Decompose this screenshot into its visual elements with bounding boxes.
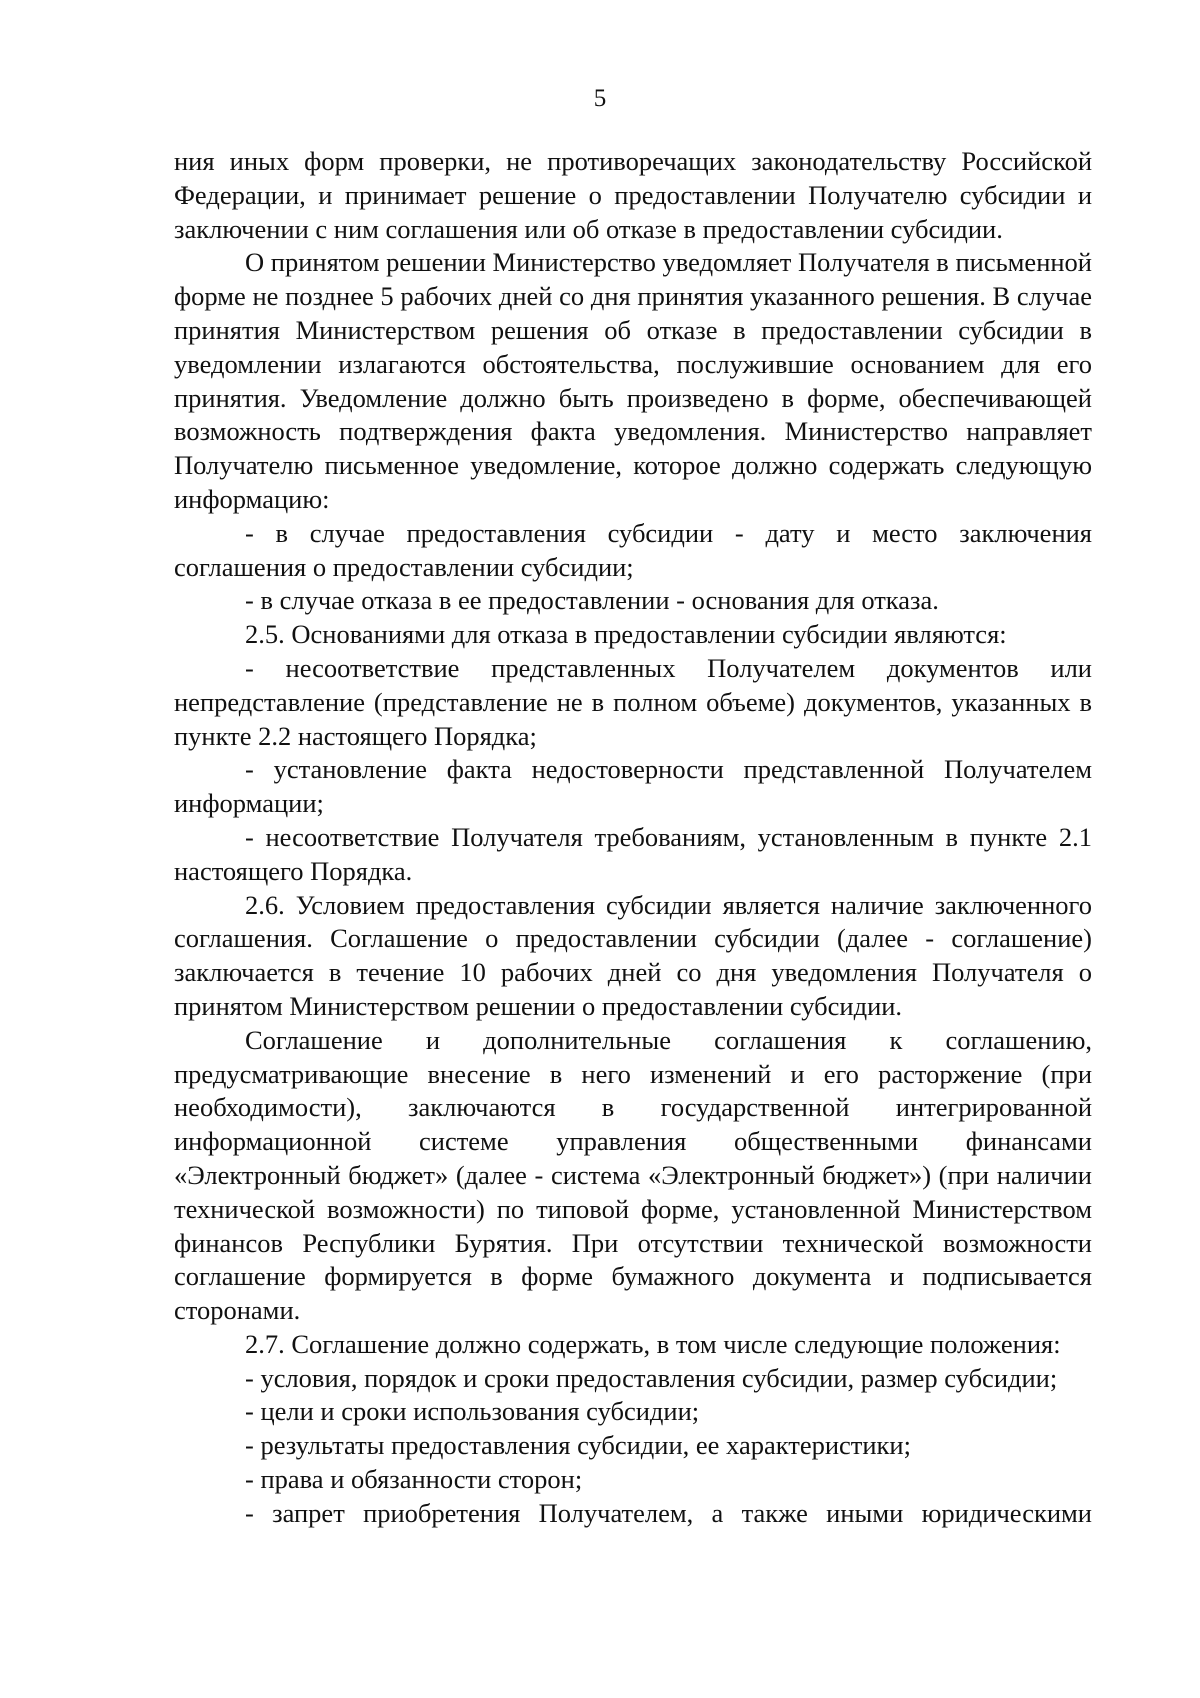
document-body (174, 145, 1092, 1531)
paragraph-2-5: 2.5. Основаниями для отказа в предоставлении субсидии являются: (245, 619, 1007, 650)
list-item-results: - результаты предоставления субсидии, ее характеристики; (245, 1430, 911, 1461)
page-number: 5 (593, 85, 607, 112)
paragraph-continuation: ния иных форм проверки, не противоречащих законодательству Российской Федерации, и принимает решение о предоставлении Получателю субсидии и заключении с ним соглашения или об отказе в предоставлении субсидии. (174, 146, 1092, 244)
paragraph-notification: О принятом решении Министерство уведомляет Получателя в письменной форме не позднее 5 рабочих дней со дня принятия указанного решения. В случае принятия Министерством решения об отказе в предоставлении субсидии в уведомлении излагаются обстоятельства, послужившие основанием для его принятия. Уведомление должно быть произведено в форме, обеспечивающей возможность подтверждения факта уведомления. Министерство направляет Получателю письменное уведомление, которое должно содержать следующую информацию: (174, 247, 1092, 514)
paragraph-2-6: 2.6. Условием предоставления субсидии является наличие заключенного соглашения. Соглашение о предоставлении субсидии (далее - соглашение) заключается в течение 10 рабочих дней со дня уведомления Получателя о принятом Министерством решении о предоставлении субсидии. (174, 889, 1092, 1021)
list-item-goals: - цели и сроки использования субсидии; (245, 1396, 700, 1427)
list-item-false-information: - установление факта недостоверности представленной Получателем информации; (174, 754, 1092, 819)
list-item-documents-mismatch: - несоответствие представленных Получателем документов или непредставление (представление не в полном объеме) документов, указанных в пункте 2.2 настоящего Порядка; (174, 652, 1092, 751)
paragraph-2-7: 2.7. Соглашение должно содержать, в том числе следующие положения: (245, 1328, 1061, 1359)
list-item-rights: - права и обязанности сторон; (245, 1464, 583, 1495)
list-item-prohibition: - запрет приобретения Получателем, а также иными юридическими (245, 1497, 1092, 1528)
list-item-conditions: - условия, порядок и сроки предоставления субсидии, размер субсидии; (245, 1362, 1058, 1393)
list-item-grant-case: - в случае предоставления субсидии - дату и место заключения соглашения о предоставлении субсидии; (174, 517, 1092, 582)
list-item-refusal-case: - в случае отказа в ее предоставлении - основания для отказа. (245, 585, 939, 616)
paragraph-agreement-system: Соглашение и дополнительные соглашения к соглашению, предусматривающие внесение в него изменений и его расторжение (при необходимости), заключаются в государственной интегрированной информационной системе управления общественными финансами «Электронный бюджет» (далее - система «Электронный бюджет») (при наличии технической возможности) по типовой форме, установленной Министерством финансов Республики Бурятия. При отсутствии технической возможности соглашение формируется в форме бумажного документа и подписывается сторонами. (174, 1024, 1092, 1326)
list-item-requirements-mismatch: - несоответствие Получателя требованиям, установленным в пункте 2.1 настоящего Порядка. (174, 821, 1092, 886)
